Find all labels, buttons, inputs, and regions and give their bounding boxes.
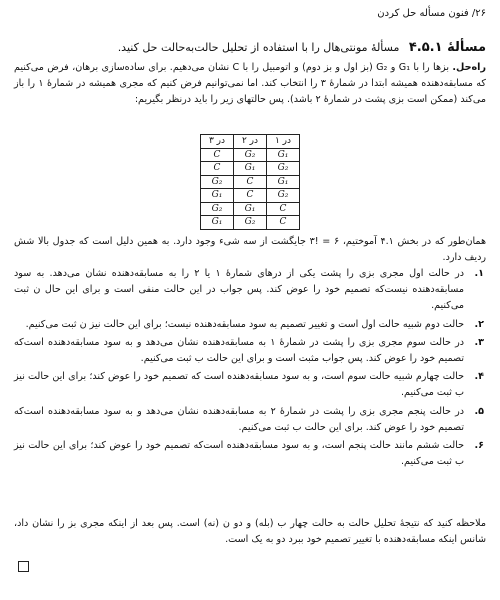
list-item-text: حالت ششم مانند حالت پنجم است، و به سود مسابقه‌دهنده است‌که تصمیم خود را عوض کند؛ برای این حالت نیز ب ثبت می‌کنیم. xyxy=(14,440,464,468)
list-item-text: حالت چهارم شبیه حالت سوم است، و به سود مسابقه‌دهنده است که تصمیم خود را عوض کند؛ برای این حالت نیز ب ثبت می‌کنیم. xyxy=(14,371,464,399)
table-cell: G₁ xyxy=(201,216,234,230)
door-cases-table xyxy=(200,134,300,230)
table-cell: G₁ xyxy=(234,162,267,176)
list-item-text: در حالت اول مجری بزی را پشت یکی از درهای شمارهٔ ۱ یا ۲ را به مسابقه‌دهنده نشان می‌دهد. به سود مسابقه‌دهنده نیست‌که تصمیم خود را عوض کند. پس جواب در این حالت منفی است و برای این حال ن ثبت می‌کنیم. xyxy=(14,268,464,312)
solution-label: راه‌حل. xyxy=(452,62,486,73)
page-header xyxy=(14,8,486,26)
cases-list xyxy=(14,266,486,472)
page-header-text: ۲۶/ فنون مسأله حل کردن xyxy=(377,8,486,19)
list-item xyxy=(14,335,486,367)
table-row xyxy=(201,189,300,203)
table-cell: C xyxy=(201,148,234,162)
table-cell: C xyxy=(201,162,234,176)
table-cell: G₂ xyxy=(267,189,300,203)
list-item-number: ۴. xyxy=(474,371,484,383)
end-of-proof-icon xyxy=(18,561,29,572)
conclusion-paragraph xyxy=(14,516,486,548)
table-cell: G₁ xyxy=(234,202,267,216)
table-note-text: همان‌طور که در بخش ۴.۱ آموختیم، ۶ = !۳ جایگشت از سه شیء وجود دارد. به همین دلیل است که جدول بالا شش ردیف دارد. xyxy=(14,236,487,264)
solution-text: بزها را با G₁ و G₂ (بز اول و بز دوم) و اتومبیل را با C نشان می‌دهیم. برای ساده‌سازی برهان، فرض می‌کنیم که مسابقه‌دهنده همیشه ابتدا در شمارهٔ ۳ را انتخاب کند. اما نمی‌توانیم فرض کنیم که مجری همیشه در شمارهٔ ۱ را باز می‌کند (ممکن است بزی پشت در شمارهٔ ۲ باشد). پس حالتهای زیر را باید درنظر بگیریم: xyxy=(14,62,486,106)
table-cell: G₂ xyxy=(201,202,234,216)
solution-intro xyxy=(14,60,486,109)
list-item-number: ۲. xyxy=(474,318,484,330)
table-cell: C xyxy=(267,216,300,230)
table-cell: G₂ xyxy=(234,216,267,230)
table-cell: G₂ xyxy=(267,162,300,176)
table-row xyxy=(201,202,300,216)
table-header-cell: در ۱ xyxy=(267,135,300,149)
list-item xyxy=(14,404,486,436)
table-header-cell: در ۲ xyxy=(234,135,267,149)
list-item xyxy=(14,369,486,401)
table-row xyxy=(201,216,300,230)
table-cell: G₁ xyxy=(267,175,300,189)
problem-text: مسألهٔ مونتی‌هال را با استفاده از تحلیل حالت‌به‌حالت حل کنید. xyxy=(117,41,400,54)
table-row xyxy=(201,175,300,189)
problem-statement xyxy=(14,40,486,56)
list-item-number: ۶. xyxy=(474,440,484,452)
cases-table-container xyxy=(200,134,300,230)
table-cell: C xyxy=(234,175,267,189)
table-row xyxy=(201,162,300,176)
list-item xyxy=(14,438,486,470)
conclusion-text: ملاحظه کنید که نتیجهٔ تحلیل حالت به حالت چهار ب (بله) و دو ن (نه) است. پس بعد از اینکه مجری بز را نشان داد، شانس اینکه مسابقه‌دهنده با تغییر تصمیم خود ببرد دو به یک است. xyxy=(14,518,486,546)
table-cell: G₂ xyxy=(234,148,267,162)
list-item-number: ۳. xyxy=(474,336,484,348)
table-header-row xyxy=(201,135,300,149)
list-item-text: در حالت سوم مجری بزی را پشت در شمارهٔ ۱ به مسابقه‌دهنده نشان می‌دهد و به سود مسابقه‌دهنده است‌که تصمیم خود را عوض کند. پس جواب مثبت است و برای این حالت ب ثبت می‌کنیم. xyxy=(14,336,464,365)
table-row xyxy=(201,148,300,162)
table-cell: G₁ xyxy=(201,189,234,203)
table-note xyxy=(14,234,486,266)
list-item xyxy=(14,266,486,315)
list-item xyxy=(14,317,486,333)
table-cell: G₁ xyxy=(267,148,300,162)
list-item-text: در حالت پنجم مجری بزی را پشت در شمارهٔ ۲ به مسابقه‌دهنده نشان می‌دهد و به سود مسابقه‌دهنده است‌که تصمیم خود را عوض کند. برای این حالت ب ثبت می‌کنیم. xyxy=(14,405,464,433)
table-cell: C xyxy=(267,202,300,216)
list-item-number: ۱. xyxy=(474,268,484,279)
problem-number: مسألهٔ ۴.۵.۱ xyxy=(408,40,486,55)
list-item-text: حالت دوم شبیه حالت اول است و تغییر تصمیم به سود مسابقه‌دهنده نیست؛ برای این حالت نیز ن ثبت می‌کنیم. xyxy=(25,318,464,330)
table-cell: C xyxy=(234,189,267,203)
list-item-number: ۵. xyxy=(474,405,484,417)
table-cell: G₂ xyxy=(201,175,234,189)
table-header-cell: در ۳ xyxy=(201,135,234,149)
